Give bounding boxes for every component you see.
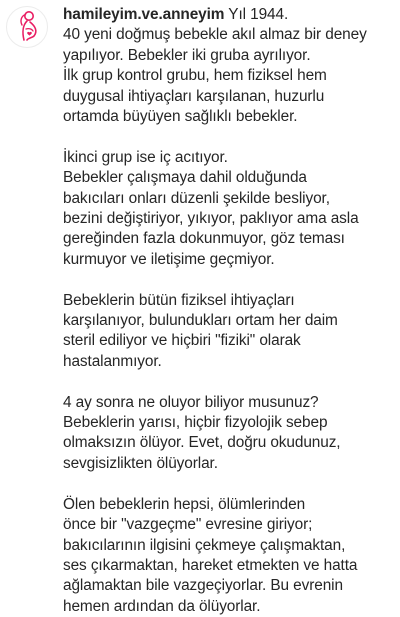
caption-line: olmaksızın ölüyor. Evet, doğru okudunuz, [63,434,341,452]
caption-line: yapılıyor. Bebekler iki gruba ayrılıyor. [63,46,311,64]
caption-line: 4 ay sonra ne oluyor biliyor musunuz? [63,393,319,411]
caption-line: 40 yeni doğmuş bebekle akıl almaz bir deney [63,26,367,44]
caption-line: bakıcıları onları düzenli şekilde besliyor, [63,189,330,207]
caption-line: bakıcılarının ilgisini çekmeye çalışmaktan, [63,536,346,554]
caption-lead-text: Yıl 1944. [228,6,289,23]
caption-paragraph [63,291,395,373]
caption-paragraph [63,5,395,127]
caption-line: sevgisizlikten ölüyorlar. [63,454,218,472]
caption-line: Bebeklerin yarısı, hiçbir fizyolojik sebep [63,414,328,432]
pregnant-mother-logo-icon [7,7,47,47]
caption-line: hemen ardından da ölüyorlar. [63,597,261,615]
caption-line: İlk grup kontrol grubu, hem fiziksel hem [63,67,327,85]
avatar[interactable] [6,6,48,48]
post-caption [63,5,395,617]
caption-line: ağlamaktan bile vazgeçiyorlar. Bu evrenin [63,577,343,595]
caption-paragraph [63,393,395,475]
caption-paragraph [63,495,395,617]
caption-line: önce bir "vazgeçme" evresine giriyor; [63,516,313,534]
caption-paragraph [63,148,395,270]
caption-line: Ölen bebeklerin hepsi, ölümlerinden [63,495,306,513]
caption-line: bezini değiştiriyor, yıkıyor, paklıyor ama asla [63,210,359,228]
caption-line: Bebeklerin bütün fiziksel ihtiyaçları [63,291,295,309]
caption-line: gereğinden fazla dokunmuyor, göz teması [63,230,345,248]
caption-line: İkinci grup ise iç acıtıyor. [63,148,228,166]
caption-line: ortamda büyüyen sağlıklı bebekler. [63,108,298,126]
username-link[interactable]: hamileyim.ve.anneyim [63,6,225,23]
caption-line: hastalanmıyor. [63,352,162,370]
caption-line: ses çıkarmaktan, hareket etmekten ve hatta [63,556,358,574]
caption-line: steril ediliyor ve hiçbiri "fiziki" olarak [63,332,301,350]
caption-line: duygusal ihtiyaçları karşılanan, huzurlu [63,87,325,105]
caption-line: Bebekler çalışmaya dahil olduğunda [63,169,307,187]
caption-line: kurmuyor ve iletişime geçmiyor. [63,250,275,268]
caption-line: karşılanıyor, bulundukları ortam her daim [63,312,338,330]
